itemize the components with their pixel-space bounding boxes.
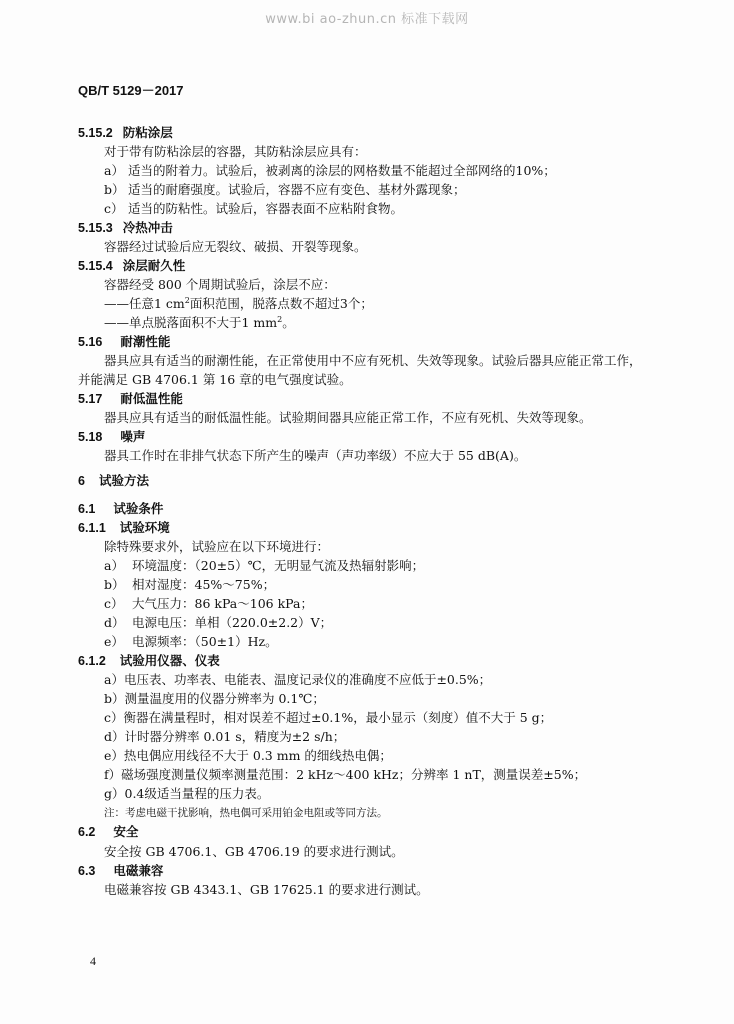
paragraph: 容器经受 800 个周期试验后，涂层不应： xyxy=(104,277,336,292)
list-item xyxy=(104,181,466,199)
section-heading xyxy=(78,500,163,518)
dash-item xyxy=(104,314,295,332)
section-number: 6 xyxy=(78,474,85,488)
list-text: 电源频率：（50±1）Hz。 xyxy=(132,634,278,649)
dash-item xyxy=(104,295,373,313)
standard-code-header: QB/T 5129－2017 xyxy=(78,83,184,98)
list-label: a） xyxy=(104,163,124,178)
section-title: 电磁兼容 xyxy=(113,863,164,878)
section-title: 耐低温性能 xyxy=(120,391,183,406)
list-label: b） xyxy=(104,182,125,197)
section-title: 噪声 xyxy=(120,429,146,444)
dash-text: ——任意1 cm xyxy=(104,296,185,311)
section-title: 耐潮性能 xyxy=(120,334,171,349)
list-item: e）热电偶应用线径不大于 0.3 mm 的细线热电偶； xyxy=(104,748,392,763)
list-label: c） xyxy=(104,596,124,611)
superscript: 2 xyxy=(277,314,283,324)
list-item xyxy=(104,162,556,180)
list-item: f）磁场强度测量仪频率测量范围：2 kHz～400 kHz；分辨率 1 nT，测量误差±5%； xyxy=(104,767,587,782)
paragraph: 电磁兼容按 GB 4343.1、GB 17625.1 的要求进行测试。 xyxy=(104,882,429,897)
list-text: 电源电压：单相（220.0±2.2）V； xyxy=(132,615,333,630)
section-number: 6.2 xyxy=(78,825,96,839)
list-text: 适当的附着力。试验后，被剥离的涂层的网格数量不能超过全部网络的10%； xyxy=(128,163,556,178)
list-item xyxy=(104,614,332,632)
section-title: 安全 xyxy=(113,824,139,839)
section-heading xyxy=(78,823,138,841)
dash-text: ——单点脱落面积不大于1 mm xyxy=(104,315,278,330)
page-number: 4 xyxy=(90,954,96,968)
list-label: b） xyxy=(104,577,125,592)
section-number: 5.18 xyxy=(78,430,103,444)
section-heading xyxy=(78,124,173,142)
paragraph: 容器经过试验后应无裂纹、破损、开裂等现象。 xyxy=(104,239,367,254)
section-number: 6.3 xyxy=(78,864,96,878)
section-number: 5.16 xyxy=(78,335,103,349)
section-heading xyxy=(78,390,183,408)
list-text: 适当的耐磨强度。试验后，容器不应有变色、基材外露现象； xyxy=(128,182,466,197)
paragraph: 器具应具有适当的耐潮性能，在正常使用中不应有死机、失效等现象。试验后器具应能正常工作， xyxy=(104,353,642,368)
list-text: 相对湿度：45%～75%； xyxy=(132,577,276,592)
list-item xyxy=(104,557,424,575)
section-number: 6.1 xyxy=(78,502,96,516)
list-item xyxy=(104,576,275,594)
section-heading xyxy=(78,519,170,537)
section-heading xyxy=(78,862,163,880)
paragraph: 并能满足 GB 4706.1 第 16 章的电气强度试验。 xyxy=(78,372,352,387)
dash-text: 。 xyxy=(282,315,295,330)
list-label: a） xyxy=(104,558,124,573)
list-label: e） xyxy=(104,634,124,649)
list-item: b）测量温度用的仪器分辨率为 0.1℃； xyxy=(104,691,325,706)
section-number: 6.1.2 xyxy=(78,654,106,668)
list-label: d） xyxy=(104,615,125,630)
list-text: 大气压力：86 kPa～106 kPa； xyxy=(132,596,313,611)
section-number: 6.1.1 xyxy=(78,521,106,535)
section-title: 试验用仪器、仪表 xyxy=(119,653,220,668)
list-item xyxy=(104,633,278,651)
list-text: 适当的防粘性。试验后，容器表面不应粘附食物。 xyxy=(128,201,404,216)
section-title: 试验方法 xyxy=(98,473,149,488)
section-title: 冷热冲击 xyxy=(122,220,173,235)
watermark: www.bi ao-zhun.cn 标准下载网 xyxy=(265,12,469,27)
list-text: 环境温度：（20±5）℃，无明显气流及热辐射影响； xyxy=(132,558,425,573)
list-item: a）电压表、功率表、电能表、温度记录仪的准确度不应低于±0.5%； xyxy=(104,672,492,687)
paragraph: 器具工作时在非排气状态下所产生的噪声（声功率级）不应大于 55 dB(A)。 xyxy=(104,448,527,463)
section-heading xyxy=(78,219,173,237)
section-title: 防粘涂层 xyxy=(122,125,173,140)
section-heading xyxy=(78,257,185,275)
superscript: 2 xyxy=(184,295,190,305)
section-title: 试验条件 xyxy=(113,501,164,516)
section-title: 涂层耐久性 xyxy=(122,258,186,273)
section-heading xyxy=(78,652,220,670)
list-item: d）计时器分辨率 0.01 s，精度为±2 s/h； xyxy=(104,729,346,744)
list-item xyxy=(104,595,313,613)
paragraph: 安全按 GB 4706.1、GB 4706.19 的要求进行测试。 xyxy=(104,844,404,859)
section-number: 5.17 xyxy=(78,392,103,406)
dash-text: 面积范围，脱落点数不超过3个； xyxy=(189,296,373,311)
list-item: c）衡器在满量程时，相对误差不超过±0.1%，最小显示（刻度）值不大于 5 g； xyxy=(104,710,553,725)
section-number: 5.15.3 xyxy=(78,221,113,235)
section-title: 试验环境 xyxy=(119,520,170,535)
section-number: 5.15.4 xyxy=(78,259,113,273)
paragraph: 器具应具有适当的耐低温性能。试验期间器具应能正常工作，不应有死机、失效等现象。 xyxy=(104,410,592,425)
paragraph: 除特殊要求外，试验应在以下环境进行： xyxy=(104,539,330,554)
section-heading xyxy=(78,333,170,351)
note: 注：考虑电磁干扰影响，热电偶可采用铂金电阻或等同方法。 xyxy=(104,807,388,819)
section-number: 5.15.2 xyxy=(78,126,113,140)
list-item xyxy=(104,200,403,218)
section-heading xyxy=(78,428,145,446)
list-item: g）0.4级适当量程的压力表。 xyxy=(104,786,270,801)
paragraph: 对于带有防粘涂层的容器，其防粘涂层应具有： xyxy=(104,144,367,159)
chapter-heading xyxy=(78,472,149,490)
list-label: c） xyxy=(104,201,124,216)
